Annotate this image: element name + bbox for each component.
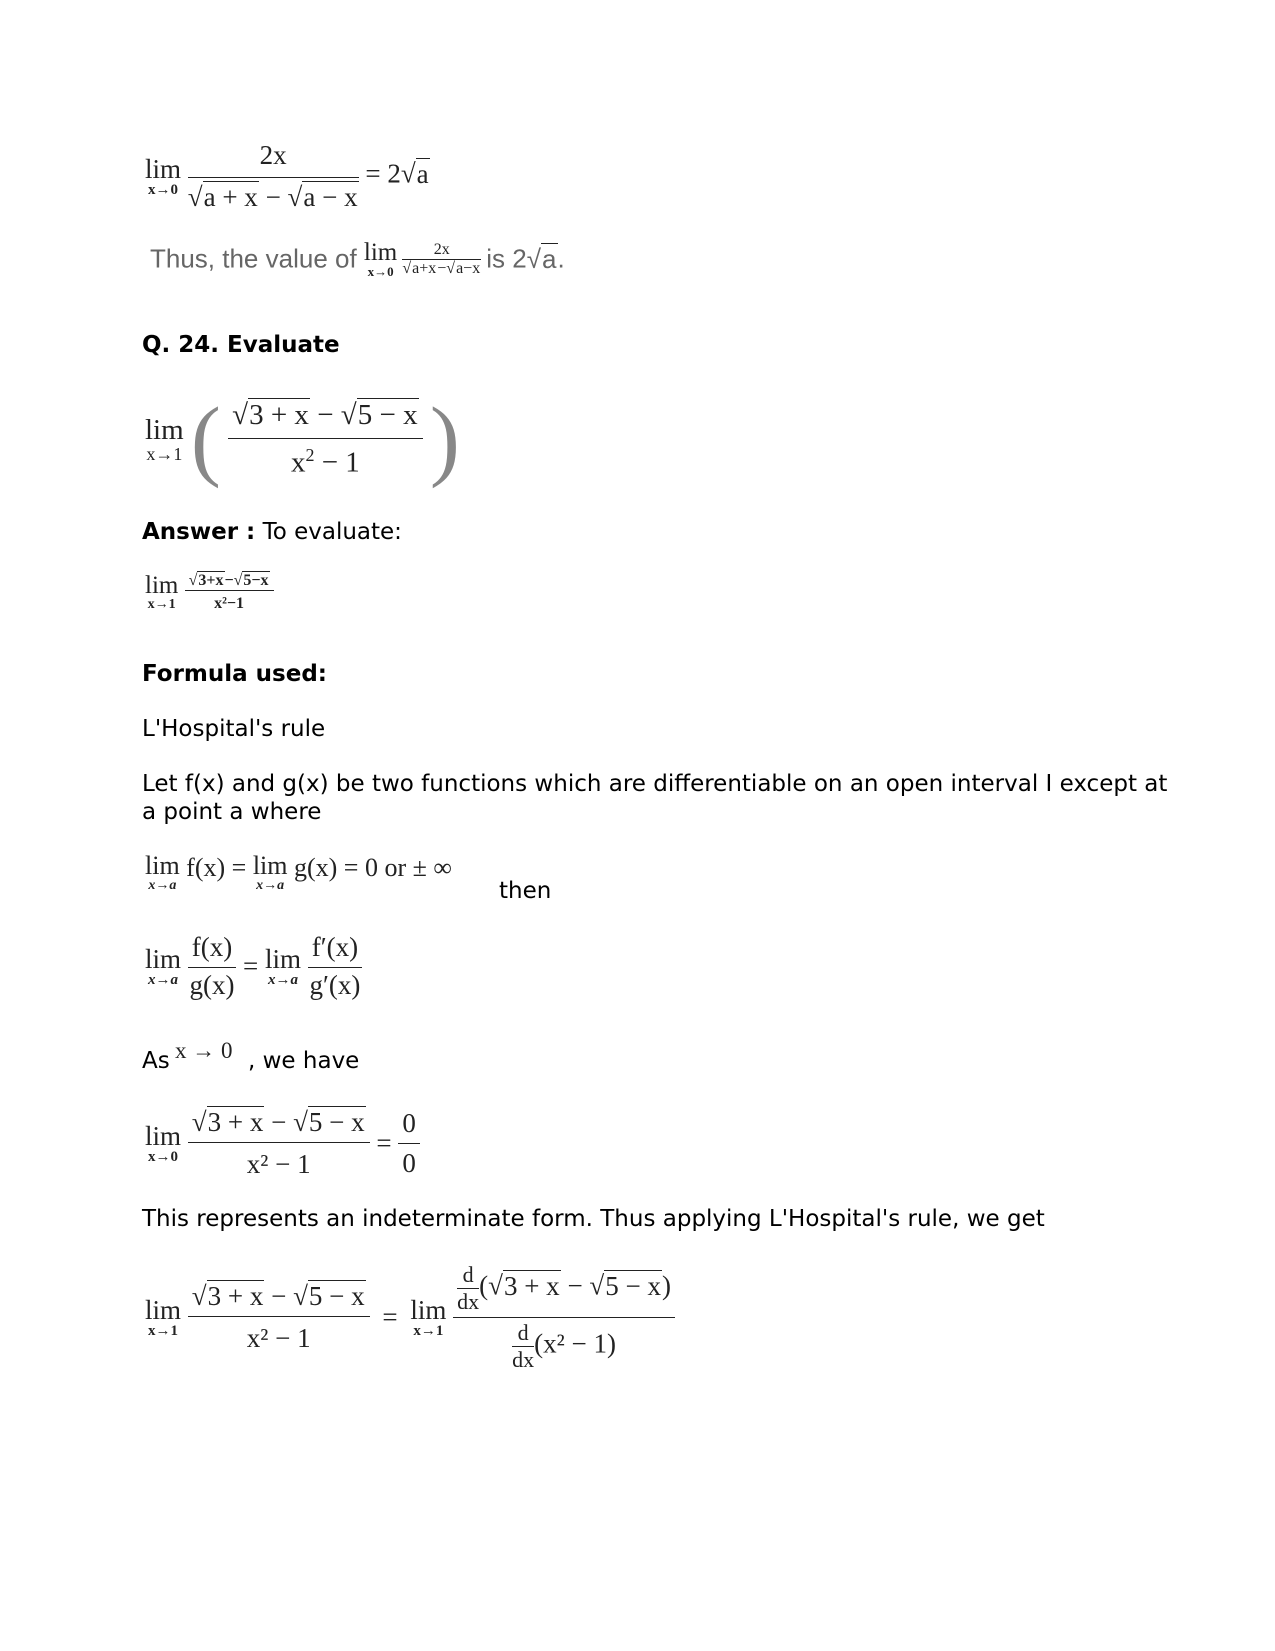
as-line: As [142, 1048, 170, 1074]
formula-heading: Formula used: [142, 661, 327, 687]
fraction: $\frac{√3 + x - √5 - x}{x^2 - 1}$ [228, 399, 422, 480]
answer-line: Answer : To evaluate: [142, 519, 402, 545]
fraction: $\frac{f'(x)}{g'(x)}$ [309, 932, 361, 1000]
rule-paragraph [142, 770, 1167, 826]
as-post: , we have [248, 1048, 360, 1074]
paragraph-line-1: Let f(x) and g(x) be two functions which are differentiable on an open interval I except at [142, 771, 1168, 797]
limit-operator: lim x→a [264, 943, 301, 988]
limit-operator: lim x→1 [410, 1294, 447, 1339]
limit-operator: lim x→1 [145, 572, 179, 612]
fraction: $\frac{0}{0}$ [398, 1108, 420, 1179]
equation-condition: lim x→a f(x) = lim x→a g(x) = 0 or ± ∞ [145, 851, 452, 893]
fraction: $\frac{2x}{√a+x-√a-x}$ [402, 240, 481, 277]
fraction: $\frac{√3 + x - √5 - x}{\text{x² − 1}}$ [188, 1281, 370, 1354]
equation-indeterminate: lim x→0 $\frac{√3 + x - √5 - x}{\text{x² − 1}}$ = $\frac{0}{0}$ [145, 1107, 420, 1180]
fraction: $\frac{f(x)}{g(x)}$ [189, 932, 235, 1000]
answer-label: Answer : [142, 519, 256, 545]
equation-question: lim x→1 ( $\frac{√3 + x - √5 - x}{x^2 - 1}$ ) [145, 390, 460, 489]
fraction: $\frac{2x}{√a + x - √a - x}$ [187, 140, 358, 212]
paragraph-line-2: a point a where [142, 799, 322, 825]
equation-derivative: lim x→1 $\frac{√3 + x - √5 - x}{\text{x² − 1}}$ = lim x→1 $\frac{d}{dx}$ (√3 + x − √5 − x) $\frac{d}{dx}$ (x² − 1) [145, 1262, 675, 1373]
rule-name: L'Hospital's rule [142, 716, 326, 742]
limit-operator: lim x→0 [145, 1120, 182, 1165]
equation-to-evaluate [145, 572, 274, 613]
indeterminate-sentence: This represents an indeterminate form. Thus applying L'Hospital's rule, we get [142, 1206, 1045, 1232]
fraction: $\frac{√3+x-√5-x}{\text{x²−1}}$ [185, 572, 274, 613]
question-heading: Q. 24. Evaluate [142, 332, 340, 358]
limit-operator: lim x→a [252, 851, 288, 893]
derivative-operator: $\frac{d}{dx}$ [512, 1320, 535, 1372]
as-math: x → 0 [175, 1038, 233, 1063]
limit-operator: lim x→0 [145, 153, 182, 198]
conclusion-line: Thus, the value of lim x→0 $\frac{2x}{√a+x-√a-x}$ is 2√a. [150, 239, 565, 279]
limit-operator: lim x→0 [363, 239, 398, 279]
limit-operator: lim x→1 [145, 1294, 182, 1339]
fraction: $\frac{d}{dx}$ (√3 + x − √5 − x) $\frac{d}{dx}$ (x² − 1) [453, 1262, 675, 1373]
limit-operator: lim x→1 [145, 414, 184, 464]
limit-operator: lim x→a [145, 943, 182, 988]
fraction: $\frac{√3 + x - √5 - x}{\text{x² − 1}}$ [188, 1107, 370, 1180]
then-word: then [499, 878, 552, 904]
limit-operator: lim x→a [145, 851, 180, 893]
derivative-operator: $\frac{d}{dx}$ [457, 1262, 480, 1314]
equation-lhospital: lim x→a $\frac{f(x)}{g(x)}$ = lim x→a $\frac{f'(x)}{g'(x)}$ [145, 932, 361, 1000]
equation-limit-result: lim x→0 $\frac{2x}{√a + x - √a - x}$ = 2√a [145, 140, 429, 212]
